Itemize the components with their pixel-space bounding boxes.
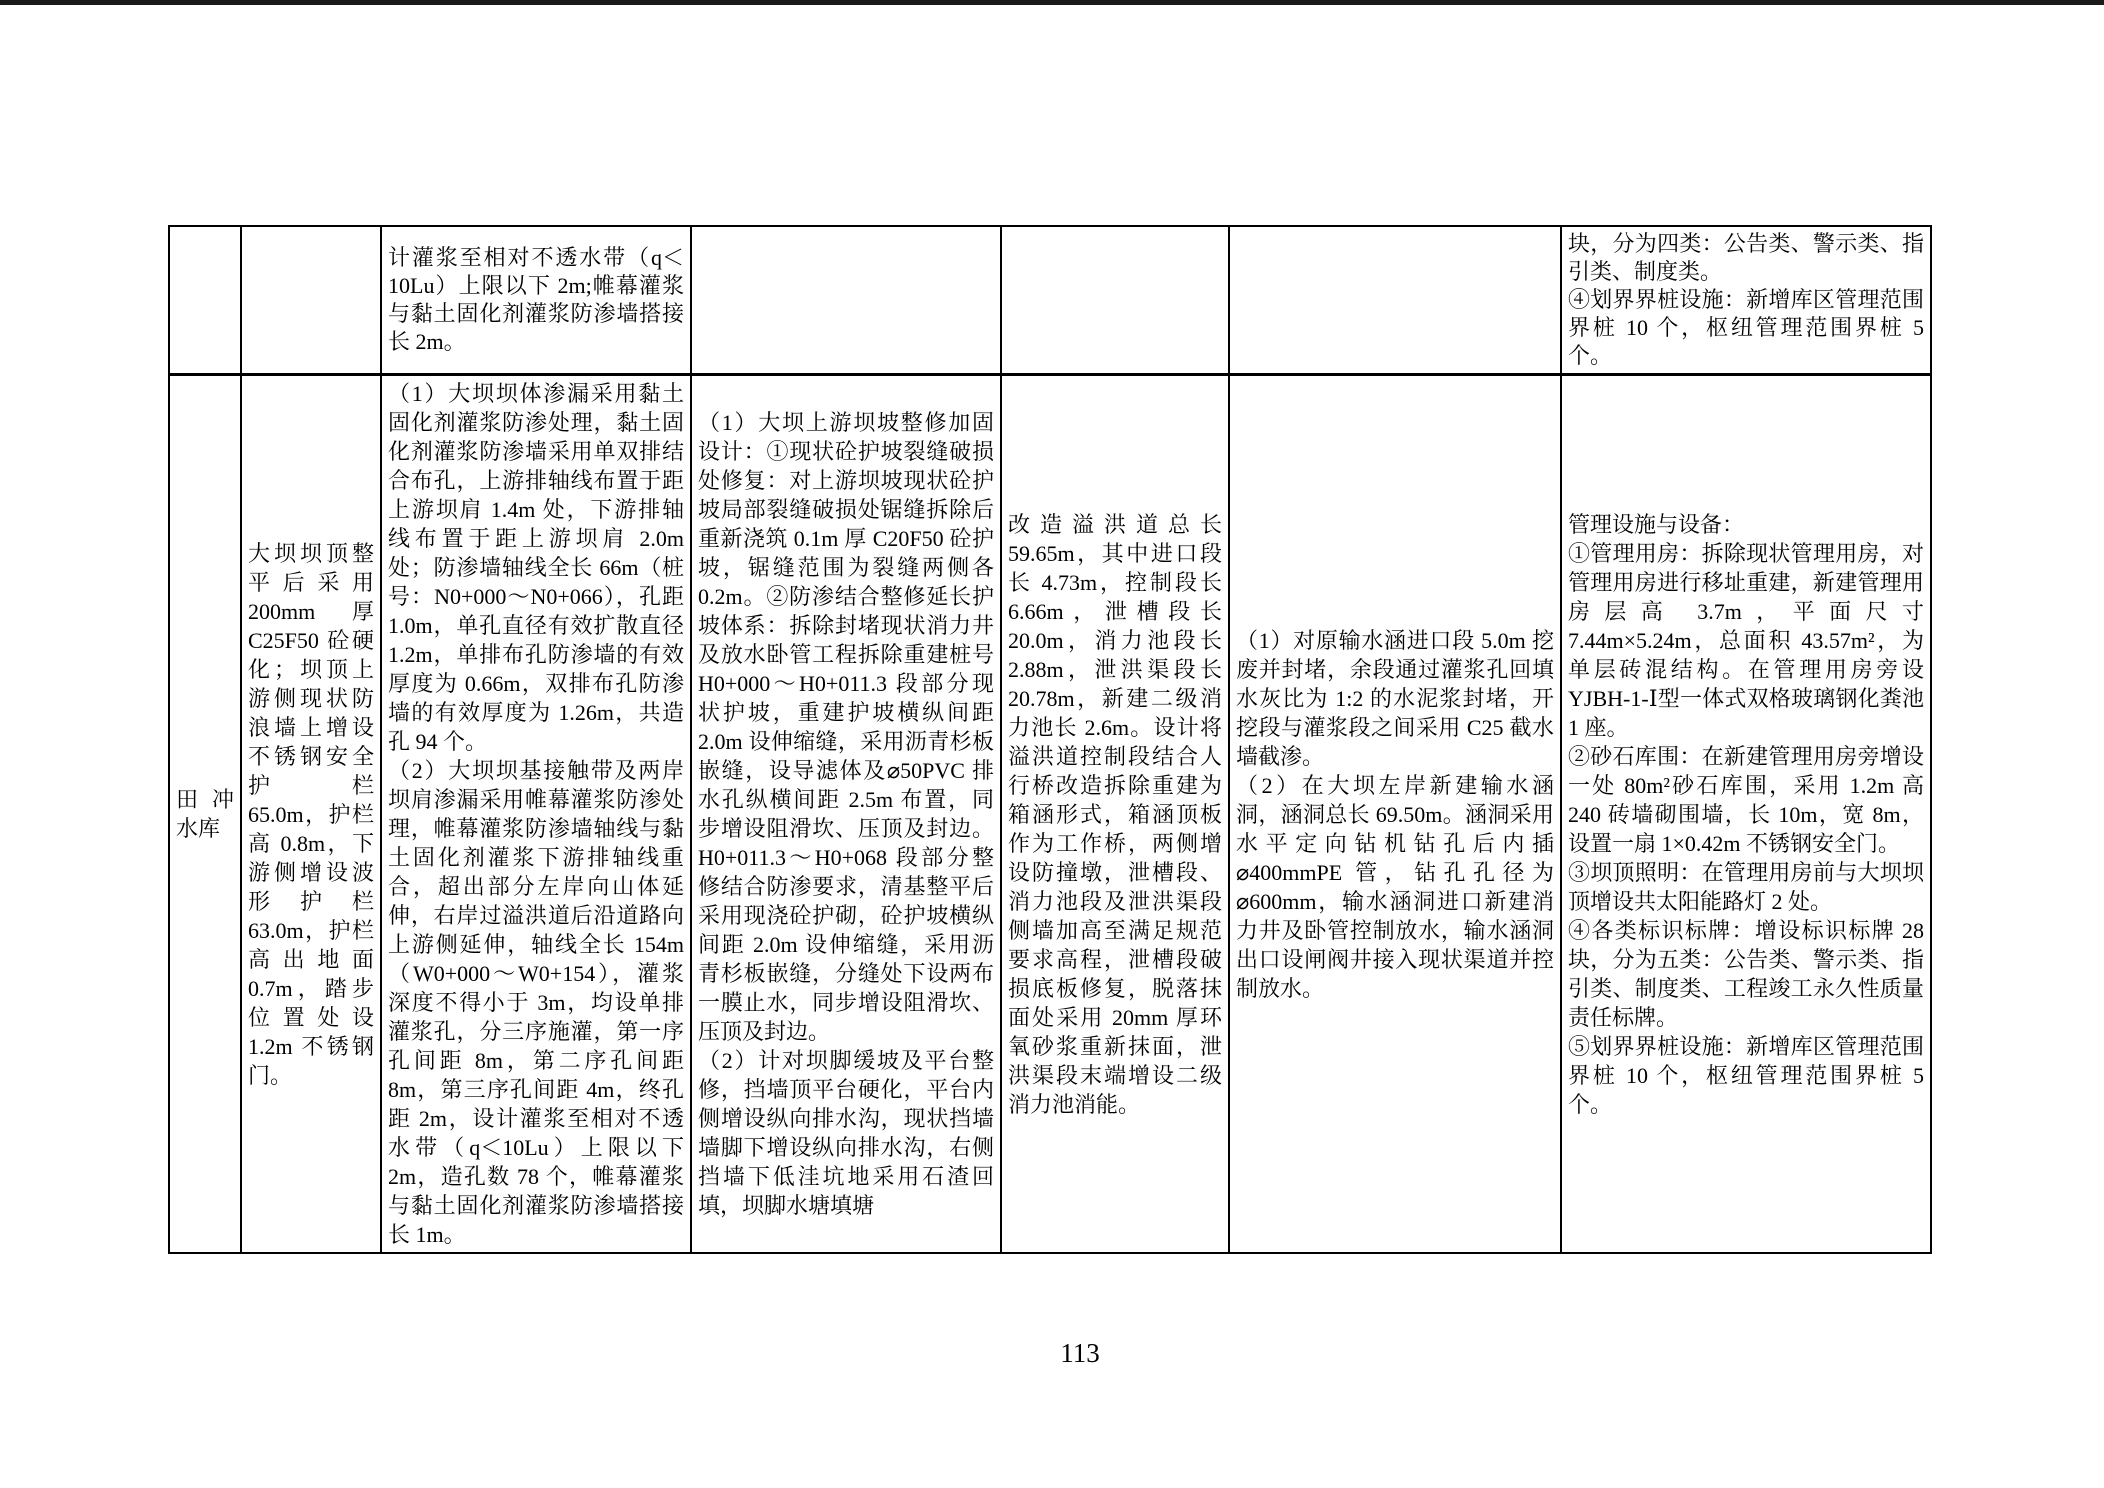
cell-spillway-cont — [1001, 226, 1229, 375]
cell-spillway-works: 改造溢洪道总长 59.65m，其中进口段长 4.73m，控制段长 6.66m，泄槽段长 20.0m，消力池段长 2.88m，泄洪渠段长 20.78m，新建二级消力池长 2.6m。设计将溢洪道控制段结合人行桥改造拆除重建为箱涵形式，箱涵顶板作为工作桥，两侧增设防撞墩，泄槽段、消力池段及泄洪渠段侧墙加高至满足规范要求高程，泄槽段破损底板修复，脱落抹面处采用 20mm 厚环氧砂浆重新抹面，泄洪渠段末端增设二级消力池消能。 — [1001, 375, 1229, 1254]
cell-reservoir-name-cont — [169, 226, 241, 375]
table-row-continuation — [169, 226, 1931, 375]
reservoir-works-table — [168, 225, 1932, 1254]
cell-dam-seepage-works: （1）大坝坝体渗漏采用黏土固化剂灌浆防渗处理，黏土固化剂灌浆防渗墙采用单双排结合布孔，上游排轴线布置于距上游坝肩 1.4m 处，下游排轴线布置于距上游坝肩 2.0m 处；防渗墙轴线全长 66m（桩号：N0+000～N0+066），孔距 1.0m，单孔直径有效扩散直径 1.2m，单排布孔防渗墙的有效厚度为 0.66m，双排布孔防渗墙的有效厚度为 1.26m，共造孔 94 个。 （2）大坝坝基接触带及两岸坝肩渗漏采用帷幕灌浆防渗处理，帷幕灌浆防渗墙轴线与黏土固化剂灌浆下游排轴线重合，超出部分左岸向山体延伸，右岸过溢洪道后沿道路向上游侧延伸，轴线全长 154m（W0+000～W0+154），灌浆深度不得小于 3m，均设单排灌浆孔，分三序施灌，第一序孔间距 8m，第二序孔间距 8m，第三序孔间距 4m，终孔距 2m，设计灌浆至相对不透水带（q＜10Lu）上限以下 2m，造孔数 78 个，帷幕灌浆与黏土固化剂灌浆防渗墙搭接长 1m。 — [381, 375, 691, 1254]
cell-dam-seepage-cont: 计灌浆至相对不透水带（q＜10Lu）上限以下 2m;帷幕灌浆与黏土固化剂灌浆防渗墙搭接长 2m。 — [381, 226, 691, 375]
cell-management-facilities: 管理设施与设备： ①管理用房：拆除现状管理用房，对管理用房进行移址重建，新建管理用房层高 3.7m，平面尺寸 7.44m×5.24m，总面积 43.57m²，为单层砖混结构。在管理用房旁设 YJBH-1-Ⅰ型一体式双格玻璃钢化粪池 1 座。 ②砂石库围：在新建管理用房旁增设一处 80m²砂石库围，采用 1.2m 高 240 砖墙砌围墙，长 10m，宽 8m，设置一扇 1×0.42m 不锈钢安全门。 ③坝顶照明：在管理用房前与大坝坝顶增设共太阳能路灯 2 处。 ④各类标识标牌：增设标识标牌 28 块，分为五类：公告类、警示类、指引类、制度类、工程竣工永久性质量责任标牌。 ⑤划界界桩设施：新增库区管理范围界桩 10 个，枢纽管理范围界桩 5 个。 — [1561, 375, 1931, 1254]
table-row-tianchong-reservoir — [169, 375, 1931, 1254]
cell-dam-crest-works: 大坝坝顶整平后采用 200mm 厚 C25F50 砼硬化；坝顶上游侧现状防浪墙上增设不锈钢安全护栏 65.0m，护栏高 0.8m，下游侧增设波形护栏 63.0m，护栏高出地面 0.7m，踏步位置处设 1.2m 不锈钢门。 — [241, 375, 381, 1254]
cell-reservoir-name: 田冲水库 — [169, 375, 241, 1254]
page-number: 113 — [1060, 1338, 1100, 1368]
cell-dam-slope-works: （1）大坝上游坝坡整修加固设计：①现状砼护坡裂缝破损处修复：对上游坝坡现状砼护坡局部裂缝破损处锯缝拆除后重新浇筑 0.1m 厚 C20F50 砼护坡，锯缝范围为裂缝两侧各 0.2m。②防渗结合整修延长护坡体系：拆除封堵现状消力井及放水卧管工程拆除重建桩号 H0+000～H0+011.3 段部分现状护坡，重建护坡横纵间距 2.0m 设伸缩缝，采用沥青杉板嵌缝，设导滤体及⌀50PVC 排水孔纵横间距 2.5m 布置，同步增设阻滑坎、压顶及封边。H0+011.3～H0+068 段部分整修结合防渗要求，清基整平后采用现浇砼护砌，砼护坡横纵间距 2.0m 设伸缩缝，采用沥青杉板嵌缝，分缝处下设两布一膜止水，同步增设阻滑坎、压顶及封边。 （2）计对坝脚缓坡及平台整修，挡墙顶平台硬化，平台内侧增设纵向排水沟，现状挡墙墙脚下增设纵向排水沟，右侧挡墙下低洼坑地采用石渣回填，坝脚水塘填塘 — [691, 375, 1001, 1254]
cell-conduit-works: （1）对原输水涵进口段 5.0m 挖废并封堵，余段通过灌浆孔回填水灰比为 1:2 的水泥浆封堵，开挖段与灌浆段之间采用 C25 截水墙截渗。 （2）在大坝左岸新建输水涵洞，涵洞总长 69.50m。涵洞采用水平定向钻机钻孔后内插⌀400mmPE 管，钻孔孔径为⌀600mm，输水涵洞进口新建消力井及卧管控制放水，输水涵洞出口设闸阀井接入现状渠道并控制放水。 — [1229, 375, 1561, 1254]
cell-dam-crest-cont — [241, 226, 381, 375]
scan-edge-strip — [0, 0, 2104, 5]
cell-dam-slope-cont — [691, 226, 1001, 375]
cell-management-cont: 块，分为四类：公告类、警示类、指引类、制度类。 ④划界界桩设施：新增库区管理范围界桩 10 个，枢纽管理范围界桩 5 个。 — [1561, 226, 1931, 375]
cell-conduit-cont — [1229, 226, 1561, 375]
